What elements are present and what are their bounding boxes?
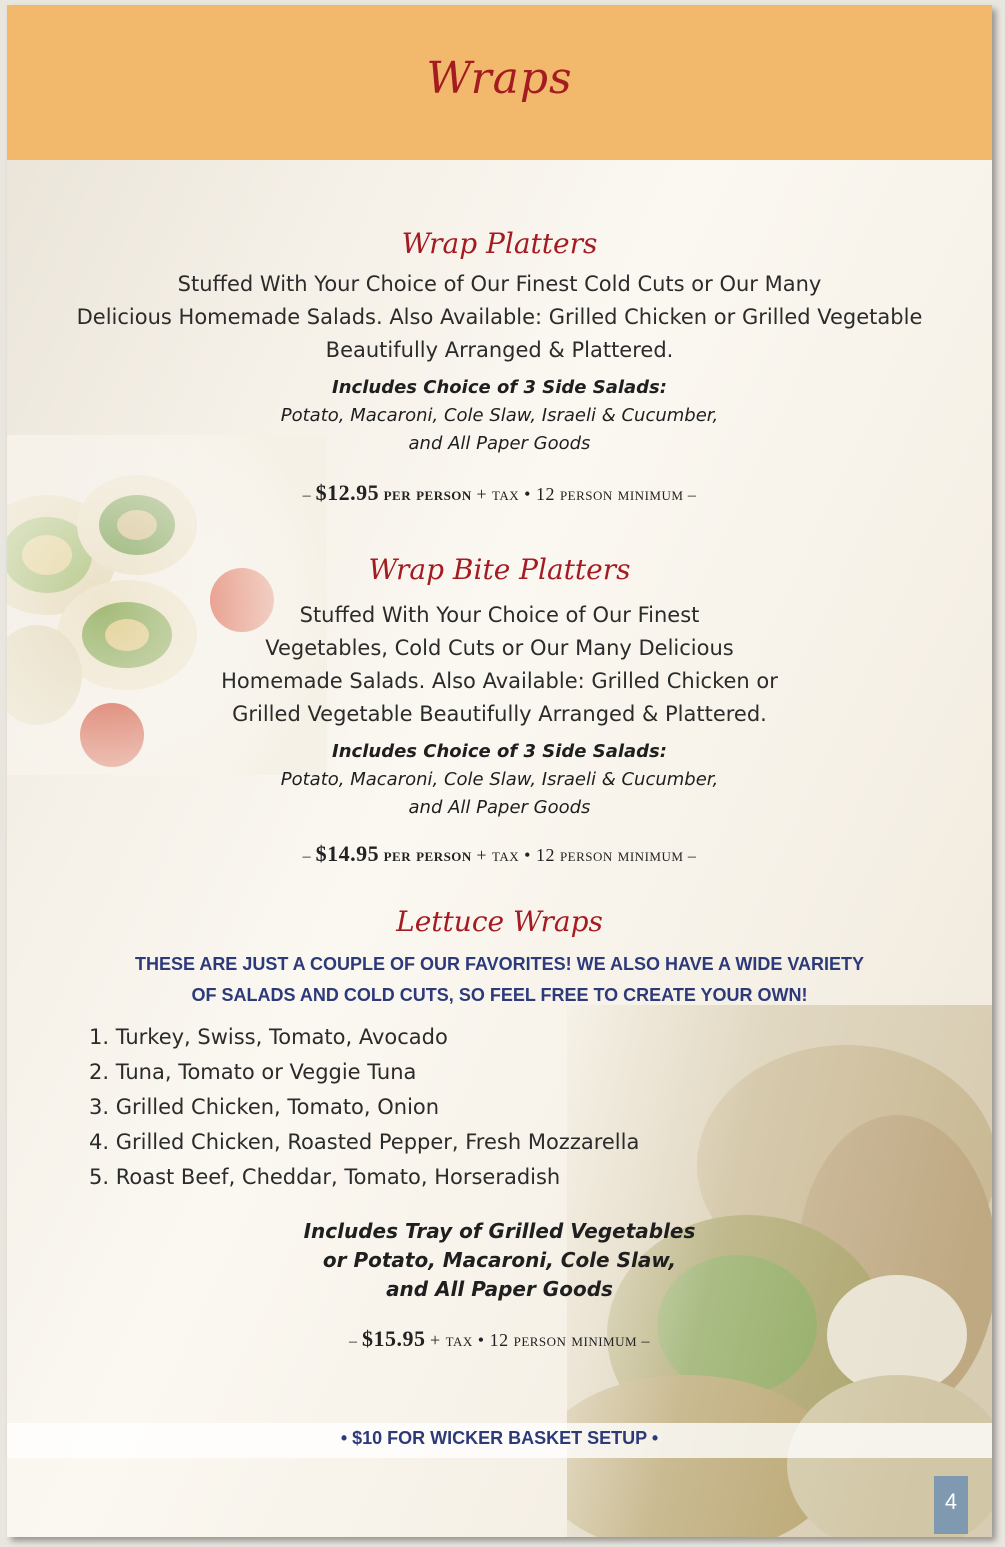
page-title: Wraps	[426, 53, 573, 104]
includes-title: Includes Choice of 3 Side Salads:	[332, 741, 667, 762]
wrap-platters-includes	[7, 374, 992, 458]
price-amount: $12.95	[315, 480, 380, 505]
note-line: THESE ARE JUST A COUPLE OF OUR FAVORITES! WE ALSO HAVE A WIDE VARIETY	[134, 954, 865, 974]
includes-line: Potato, Macaroni, Cole Slaw, Israeli & Cucumber,	[280, 769, 719, 790]
price-terms: + tax • 12 person minimum	[476, 484, 684, 504]
price-amount: $15.95	[361, 1326, 426, 1351]
menu-page	[7, 5, 992, 1537]
section-title-lettuce-wraps: Lettuce Wraps	[396, 905, 603, 938]
lettuce-wraps-note	[7, 949, 992, 1011]
desc-line: Vegetables, Cold Cuts or Our Many Delicious	[265, 636, 734, 660]
wrap-platters-description	[7, 268, 992, 367]
wrap-bite-description	[7, 599, 992, 731]
price-per: per person	[383, 484, 472, 504]
includes-line: Potato, Macaroni, Cole Slaw, Israeli & Cucumber,	[280, 405, 719, 426]
wrap-bite-price: – $14.95 per person + tax • 12 person minimum –	[302, 841, 697, 866]
includes-line: and All Paper Goods	[386, 1277, 613, 1301]
price-terms: + tax • 12 person minimum	[429, 1330, 638, 1350]
note-line: OF SALADS AND COLD CUTS, SO FEEL FREE TO CREATE YOUR OWN!	[191, 985, 808, 1005]
price-terms: + tax • 12 person minimum	[476, 845, 684, 865]
page-number: 4	[934, 1476, 968, 1534]
section-title-wrap-bite-platters: Wrap Bite Platters	[368, 553, 631, 586]
lettuce-wraps-price: – $15.95 + tax • 12 person minimum –	[348, 1326, 651, 1351]
section-title-wrap-platters: Wrap Platters	[401, 227, 598, 260]
price-amount: $14.95	[315, 841, 380, 866]
list-item: 4. Grilled Chicken, Roasted Pepper, Fresh Mozzarella	[89, 1130, 640, 1154]
includes-title: Includes Choice of 3 Side Salads:	[332, 377, 667, 398]
wrap-platters-price: – $12.95 per person + tax • 12 person minimum –	[302, 480, 697, 505]
list-item: 2. Tuna, Tomato or Veggie Tuna	[89, 1060, 417, 1084]
desc-line: Delicious Homemade Salads. Also Available: Grilled Chicken or Grilled Vegetable	[76, 305, 923, 329]
includes-line: or Potato, Macaroni, Cole Slaw,	[322, 1248, 677, 1272]
list-item: 5. Roast Beef, Cheddar, Tomato, Horseradish	[89, 1165, 561, 1189]
includes-line: Includes Tray of Grilled Vegetables	[303, 1219, 696, 1243]
wicker-basket-note: • $10 FOR WICKER BASKET SETUP •	[340, 1428, 659, 1448]
includes-line: and All Paper Goods	[408, 797, 591, 818]
lettuce-wraps-list	[89, 1020, 639, 1195]
includes-line: and All Paper Goods	[408, 433, 591, 454]
desc-line: Stuffed With Your Choice of Our Finest Cold Cuts or Our Many	[177, 272, 822, 296]
price-per: per person	[383, 845, 472, 865]
desc-line: Stuffed With Your Choice of Our Finest	[299, 603, 700, 627]
wrap-bite-includes	[7, 738, 992, 822]
desc-line: Homemade Salads. Also Available: Grilled Chicken or	[221, 669, 778, 693]
list-item: 3. Grilled Chicken, Tomato, Onion	[89, 1095, 440, 1119]
list-item: 1. Turkey, Swiss, Tomato, Avocado	[89, 1025, 448, 1049]
desc-line: Grilled Vegetable Beautifully Arranged & Plattered.	[232, 702, 767, 726]
desc-line: Beautifully Arranged & Plattered.	[325, 338, 674, 362]
lettuce-wraps-includes	[7, 1217, 992, 1304]
